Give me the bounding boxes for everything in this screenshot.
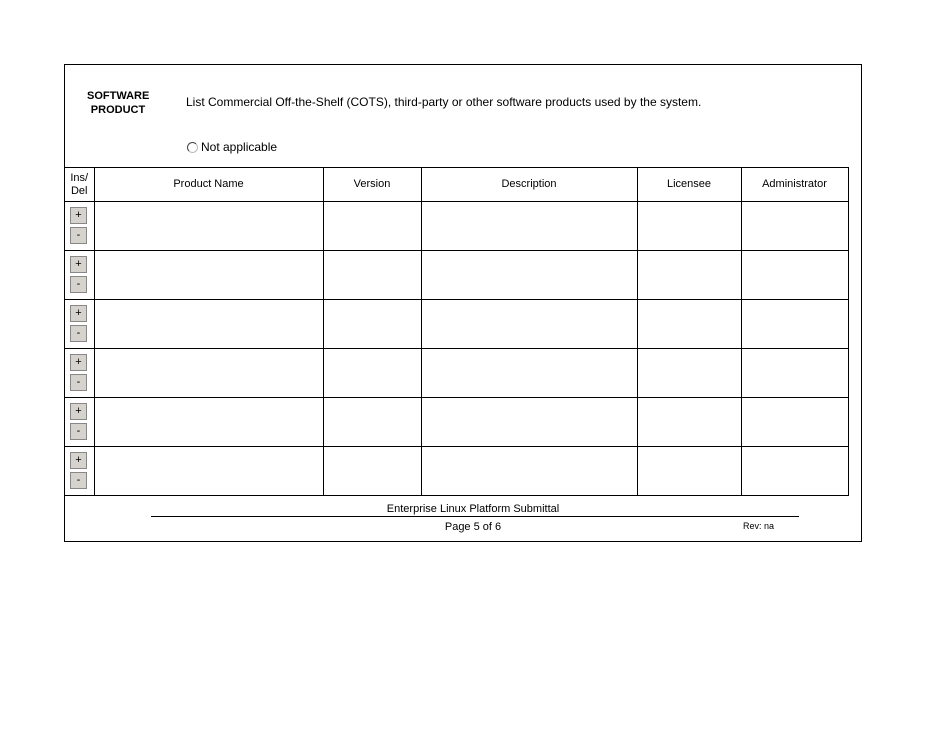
col-header-insdel <box>65 168 94 202</box>
description-field[interactable] <box>421 251 637 300</box>
section-title <box>87 89 149 117</box>
add-row-button[interactable]: + <box>70 256 87 273</box>
add-row-button[interactable]: + <box>70 452 87 469</box>
table-body <box>65 202 848 496</box>
insdel-cell <box>65 300 94 349</box>
software-products-table <box>65 167 849 496</box>
product-name-field[interactable] <box>94 251 323 300</box>
not-applicable-radio[interactable] <box>187 142 198 153</box>
description-field[interactable] <box>421 202 637 251</box>
footer-page-number: Page 5 of 6 <box>444 521 502 533</box>
product-name-field[interactable] <box>94 202 323 251</box>
section-title-line2: PRODUCT <box>90 104 146 116</box>
product-name-field[interactable] <box>94 447 323 496</box>
table-row <box>65 398 848 447</box>
table-row <box>65 300 848 349</box>
col-header-description: Description <box>421 168 637 202</box>
delete-row-button[interactable]: - <box>70 276 87 293</box>
add-row-button[interactable]: + <box>70 354 87 371</box>
col-header-insdel-line1: Ins/ <box>70 171 89 184</box>
section-title-line1: SOFTWARE <box>87 90 150 102</box>
table-row <box>65 447 848 496</box>
col-header-insdel-line2: Del <box>70 184 88 197</box>
administrator-field[interactable] <box>741 251 848 300</box>
product-name-field[interactable] <box>94 349 323 398</box>
add-row-button[interactable]: + <box>70 207 87 224</box>
licensee-field[interactable] <box>637 447 741 496</box>
software-product-form <box>64 64 862 542</box>
version-field[interactable] <box>323 300 421 349</box>
delete-row-button[interactable]: - <box>70 423 87 440</box>
licensee-field[interactable] <box>637 398 741 447</box>
delete-row-button[interactable]: - <box>70 472 87 489</box>
version-field[interactable] <box>323 349 421 398</box>
version-field[interactable] <box>323 202 421 251</box>
add-row-button[interactable]: + <box>70 403 87 420</box>
licensee-field[interactable] <box>637 202 741 251</box>
licensee-field[interactable] <box>637 300 741 349</box>
product-name-field[interactable] <box>94 398 323 447</box>
table-row <box>65 349 848 398</box>
insdel-cell <box>65 251 94 300</box>
insdel-cell <box>65 349 94 398</box>
insdel-cell <box>65 398 94 447</box>
licensee-field[interactable] <box>637 251 741 300</box>
licensee-field[interactable] <box>637 349 741 398</box>
insdel-cell <box>65 447 94 496</box>
add-row-button[interactable]: + <box>70 305 87 322</box>
footer-document-title: Enterprise Linux Platform Submittal <box>386 503 560 515</box>
version-field[interactable] <box>323 447 421 496</box>
section-instruction: List Commercial Off-the-Shelf (COTS), third-party or other software products used by the system. <box>186 95 702 109</box>
not-applicable-option[interactable] <box>187 140 277 154</box>
col-header-administrator: Administrator <box>741 168 848 202</box>
footer-divider <box>151 516 799 517</box>
col-header-version: Version <box>323 168 421 202</box>
table-row <box>65 251 848 300</box>
administrator-field[interactable] <box>741 300 848 349</box>
description-field[interactable] <box>421 300 637 349</box>
table-header-row <box>65 168 848 202</box>
version-field[interactable] <box>323 251 421 300</box>
delete-row-button[interactable]: - <box>70 325 87 342</box>
footer-revision: Rev: na <box>743 521 775 531</box>
administrator-field[interactable] <box>741 447 848 496</box>
administrator-field[interactable] <box>741 349 848 398</box>
delete-row-button[interactable]: - <box>70 227 87 244</box>
administrator-field[interactable] <box>741 202 848 251</box>
delete-row-button[interactable]: - <box>70 374 87 391</box>
description-field[interactable] <box>421 447 637 496</box>
col-header-licensee: Licensee <box>637 168 741 202</box>
not-applicable-label: Not applicable <box>201 140 278 154</box>
insdel-cell <box>65 202 94 251</box>
product-name-field[interactable] <box>94 300 323 349</box>
administrator-field[interactable] <box>741 398 848 447</box>
version-field[interactable] <box>323 398 421 447</box>
table-row <box>65 202 848 251</box>
description-field[interactable] <box>421 349 637 398</box>
col-header-product-name: Product Name <box>94 168 323 202</box>
description-field[interactable] <box>421 398 637 447</box>
